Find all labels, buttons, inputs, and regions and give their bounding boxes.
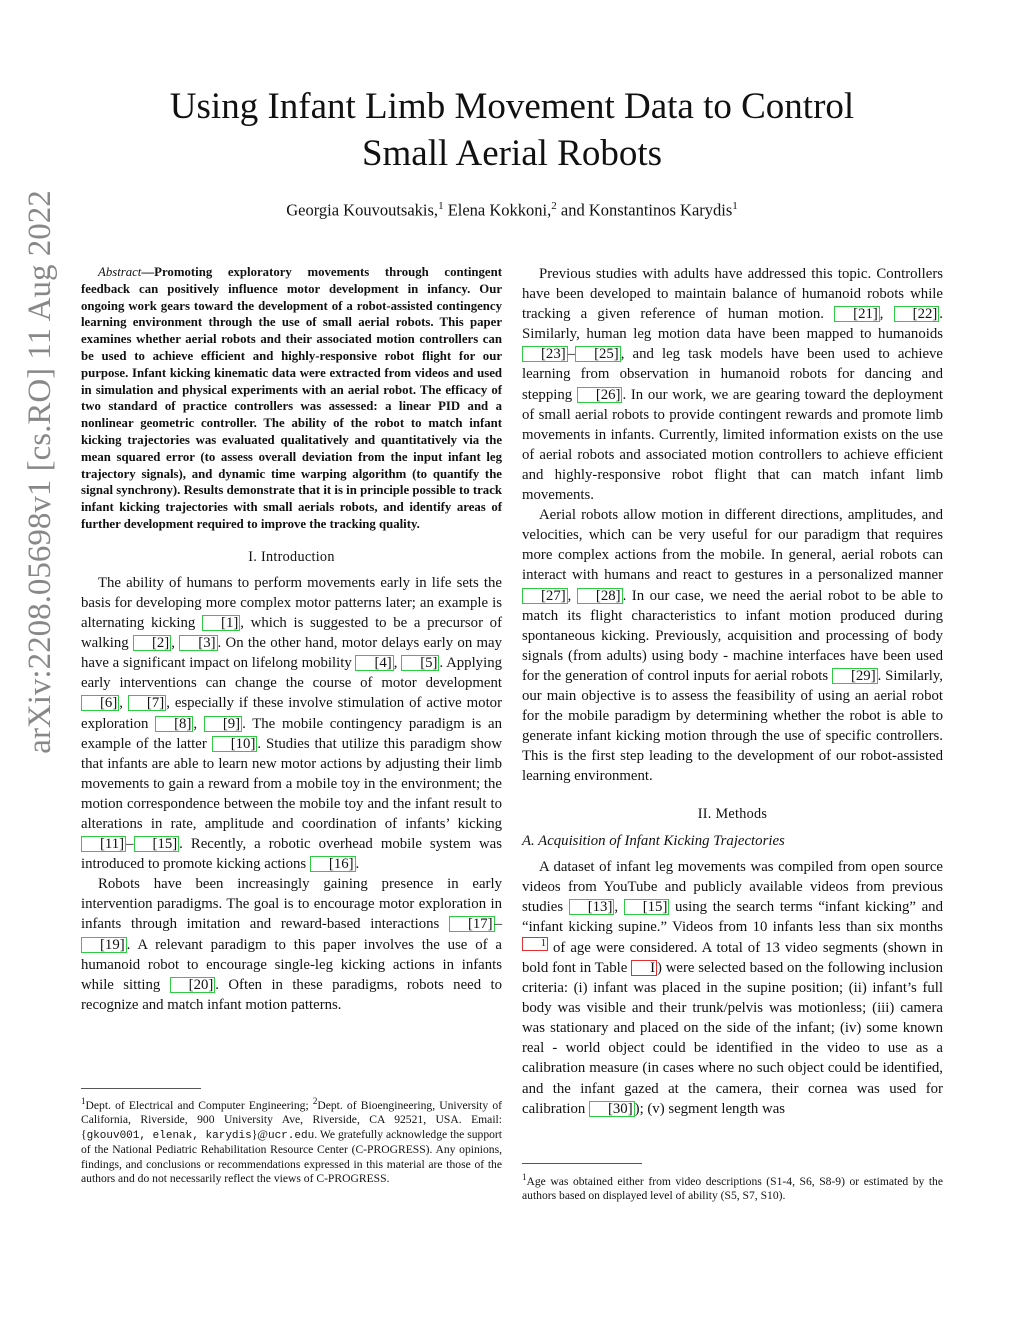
text-run: . Recently, a robotic overhead mobile system was introduced to promote kicking actions bbox=[81, 836, 502, 873]
subsection-heading: A. Acquisition of Infant Kicking Trajectories bbox=[522, 832, 785, 849]
affiliation-footnote bbox=[81, 1094, 502, 1187]
text-run: , bbox=[119, 695, 128, 712]
methods-paragraph-1 bbox=[522, 857, 943, 1119]
text-run: . In our case, we need the aerial robot to be able to match its flight characteristics to infant motion produced during spontaneous kicking. Previously, acquisition and processing of body signals (from adults) using body - machine interfaces have been used for the generation of control inputs for aerial robots bbox=[522, 587, 943, 684]
citation-link[interactable]: [1] bbox=[202, 615, 240, 631]
footnote-marker: 1 bbox=[522, 1172, 527, 1182]
text-run: of age were considered. A total of 13 video segments (shown in bold font in Table bbox=[522, 939, 943, 977]
text-run: . Similarly, human leg motion data have been mapped to humanoids bbox=[522, 306, 943, 343]
text-run: ); (v) segment length was bbox=[634, 1100, 786, 1117]
footnote-marker: 2 bbox=[312, 1096, 318, 1106]
text-run: Dept. of Electrical and Computer Engineering; bbox=[85, 1098, 313, 1112]
citation-link[interactable]: [22] bbox=[894, 306, 940, 322]
citation-link[interactable]: [15] bbox=[134, 836, 180, 852]
abstract bbox=[81, 264, 502, 533]
citation-link[interactable]: [17] bbox=[449, 916, 495, 932]
text-run: Age was obtained either from video descriptions (S1-4, S6, S8-9) or estimated by the authors based on displayed level of ability (S5, S7, S10). bbox=[522, 1174, 943, 1203]
citation-link[interactable]: [5] bbox=[401, 655, 439, 671]
text-run: – bbox=[567, 346, 576, 363]
citation-link[interactable]: [6] bbox=[81, 695, 119, 711]
text-run: . bbox=[355, 856, 360, 873]
footnote-link[interactable]: 1 bbox=[522, 937, 548, 951]
text-run: Robots have been increasingly gaining presence in early intervention paradigms. The goal is to encourage motor exploration in infants through imitation and reward-based interactions bbox=[81, 876, 502, 933]
text-run: – bbox=[126, 836, 134, 853]
citation-link[interactable]: [4] bbox=[355, 655, 393, 671]
author-2-affil: 2 bbox=[551, 200, 557, 212]
paper-title bbox=[100, 83, 924, 177]
text-run: , especially if these involve stimulation of active motor exploration bbox=[81, 695, 503, 732]
email-addresses[interactable]: gkouv001, elenak, karydis bbox=[86, 1129, 252, 1142]
citation-link[interactable]: [28] bbox=[577, 588, 623, 604]
abstract-text: —Promoting exploratory movements through contingent feedback can positively influence motor development in infancy. Our ongoing work gears toward the development of a robot-assisted contingency learning environment through the use of small aerial robots. This paper examines whether aerial robots and their associated motion controllers can be used to achieve efficient and highly-responsive robot flight for our purpose. Infant kicking kinematic data were extracted from videos and used in simulation and physical experiments with an aerial robot. The efficacy of two standard of practice controllers was assessed: a linear PID and a nonlinear geometric controller. The ability of the robot to match infant kicking trajectories was evaluated qualitatively and quantitatively via the mean squared error (to assess overall deviation from the input infant leg trajectory signals), and dynamic time warping algorithm (to quantify the signal synchrony). Results demonstrate that it is in principle possible to track infant kicking trajectories with small aerials robots, and identify areas of further development required to improve the tracking quality. bbox=[81, 265, 502, 531]
citation-link[interactable]: [3] bbox=[179, 635, 217, 651]
footnote-rule-right bbox=[522, 1163, 642, 1164]
text-run: , bbox=[171, 635, 180, 652]
text-run: , and leg task models have been used to achieve learning from observation in humanoid robots for dancing and stepping bbox=[522, 346, 943, 403]
citation-link[interactable]: [15] bbox=[624, 899, 670, 915]
citation-link[interactable]: [8] bbox=[155, 716, 193, 732]
table-link[interactable]: I bbox=[631, 960, 657, 976]
text-run: , bbox=[614, 898, 624, 915]
left-column bbox=[81, 264, 502, 1015]
age-footnote bbox=[522, 1170, 943, 1204]
text-run: , bbox=[567, 587, 577, 604]
text-run: . The mobile contingency paradigm is an example of the latter bbox=[81, 715, 503, 752]
footnote-rule-left bbox=[81, 1088, 201, 1089]
text-run: – bbox=[494, 916, 502, 933]
section-heading-introduction: I. Introduction bbox=[248, 548, 335, 565]
citation-link[interactable]: [9] bbox=[204, 716, 242, 732]
citation-link[interactable]: [26] bbox=[577, 387, 623, 403]
footnote-marker: 1 bbox=[81, 1096, 86, 1106]
author-list bbox=[100, 200, 924, 221]
text-run: . In our work, we are gearing toward the deployment of small aerial robots to provide contingent rewards and promote limb movements in infants. Currently, limited information exists on the use of aerial robots and associated motion controllers to achieve efficient and highly-responsive robot flight that can match infant limb movements. bbox=[522, 386, 943, 504]
text-run: , bbox=[393, 655, 402, 672]
text-run: , which is suggested to be a precursor of walking bbox=[81, 615, 503, 652]
citation-link[interactable]: [20] bbox=[170, 977, 216, 993]
text-run: Previous studies with adults have addressed this topic. Controllers have been developed to maintain balance of humanoid robots while tracking a given reference of human motion. bbox=[522, 266, 943, 323]
citation-link[interactable]: [2] bbox=[133, 635, 171, 651]
text-run: The ability of humans to perform movements early in life sets the basis for developing more complex motor patterns later; an example is alternating kicking bbox=[81, 574, 502, 632]
title-line-2: Small Aerial Robots bbox=[361, 133, 663, 174]
author-1: Georgia Kouvoutsakis, bbox=[286, 200, 439, 220]
text-run: ) were selected based on the following inclusion criteria: (i) infant was placed in the supine position; (ii) infant’s full body was visible and their trunk/pelvis was motionless; (iii) camera was stationary and placed on the side of the infant; (iv) some known real - world object could be identified in the video to use as a calibration measure (in cases where no such object could be identified, and the infant gazed at the camera, their cornea was used for calibration bbox=[522, 960, 944, 1117]
citation-link[interactable]: [19] bbox=[81, 937, 127, 953]
text-run: Aerial robots allow motion in different directions, amplitudes, and velocities, which can be very useful for our paradigm that requires more complex actions from the mobile. In general, aerial robots can interact with humans and react to gestures in a personalized manner bbox=[522, 507, 943, 584]
text-run: , bbox=[879, 306, 894, 323]
author-2: Elena Kokkoni, bbox=[443, 200, 552, 220]
text-run: . A relevant paradigm to this paper involves the use of a humanoid robot to encourage single-leg kicking actions in infants while sitting bbox=[81, 936, 502, 993]
citation-link[interactable]: [30] bbox=[589, 1101, 635, 1117]
email-domain[interactable]: ucr.edu bbox=[267, 1129, 315, 1142]
intro-paragraph-1 bbox=[81, 573, 502, 874]
author-1-affil: 1 bbox=[438, 200, 444, 212]
text-run: A dataset of infant leg movements was compiled from open source videos from YouTube and publicly available videos from previous studies bbox=[522, 858, 943, 915]
citation-link[interactable]: [21] bbox=[834, 306, 880, 322]
text-run: . Applying early interventions can change the course of motor development bbox=[81, 655, 502, 692]
text-run: }@ bbox=[251, 1127, 268, 1141]
text-run: , bbox=[193, 715, 204, 732]
citation-link[interactable]: [7] bbox=[128, 695, 166, 711]
right-column bbox=[522, 264, 943, 1119]
citation-link[interactable]: [29] bbox=[832, 668, 878, 684]
text-run: . Similarly, our main objective is to assess the feasibility of using an aerial robot for the mobile paradigm by determining whether the robot is able to generate infant kicking motion through the use of specific controllers. This is the first step leading to the development of our robot-assisted learning environment. bbox=[522, 667, 943, 785]
author-3-affil: 1 bbox=[732, 200, 738, 212]
title-line-1: Using Infant Limb Movement Data to Control bbox=[169, 86, 855, 127]
citation-link[interactable]: [23] bbox=[522, 346, 568, 362]
citation-link[interactable]: [11] bbox=[81, 836, 126, 852]
author-3: and Konstantinos Karydis bbox=[556, 200, 733, 220]
right-paragraph-1 bbox=[522, 264, 943, 505]
citation-link[interactable]: [25] bbox=[575, 346, 621, 362]
text-run: . Often in these paradigms, robots need to recognize and match infant motion patterns. bbox=[81, 976, 503, 1013]
citation-link[interactable]: [10] bbox=[212, 736, 258, 752]
abstract-label: Abstract bbox=[98, 265, 142, 279]
right-paragraph-2 bbox=[522, 505, 943, 786]
citation-link[interactable]: [13] bbox=[569, 899, 615, 915]
text-run: . We gratefully acknowledge the support of the National Pediatric Rehabilitation Resource Center (C-PROGRESS). Any opinions, findings, and conclusions or recommendations expressed in this material are those of the authors and do not necessarily reflect the views of C-PROGRESS. bbox=[81, 1127, 503, 1186]
text-run: Dept. of Bioengineering, University of California, Riverside, 900 University Ave, Riverside, CA 92521, USA. Email:{ bbox=[81, 1098, 502, 1141]
section-heading-methods: II. Methods bbox=[697, 806, 768, 823]
arxiv-identifier: arXiv:2208.05698v1 [cs.RO] 11 Aug 2022 bbox=[22, 190, 58, 754]
text-run: . On the other hand, motor delays early on may have a significant impact on lifelong mobility bbox=[81, 635, 502, 672]
intro-paragraph-2 bbox=[81, 874, 502, 1015]
text-run: . Studies that utilize this paradigm show that infants are able to learn new motor actions by adjusting their limb movements to gain a reward from a mobile toy in the environment; the motion correspondence between the mobile toy and the infant result to alterations in rate, amplitude and coordination of infants’ kicking bbox=[81, 735, 502, 832]
citation-link[interactable]: [27] bbox=[522, 588, 568, 604]
citation-link[interactable]: [16] bbox=[310, 856, 356, 872]
text-run: using the search terms “infant kicking” and “infant kicking supine.” Videos from 10 infants less than six months bbox=[522, 898, 943, 935]
